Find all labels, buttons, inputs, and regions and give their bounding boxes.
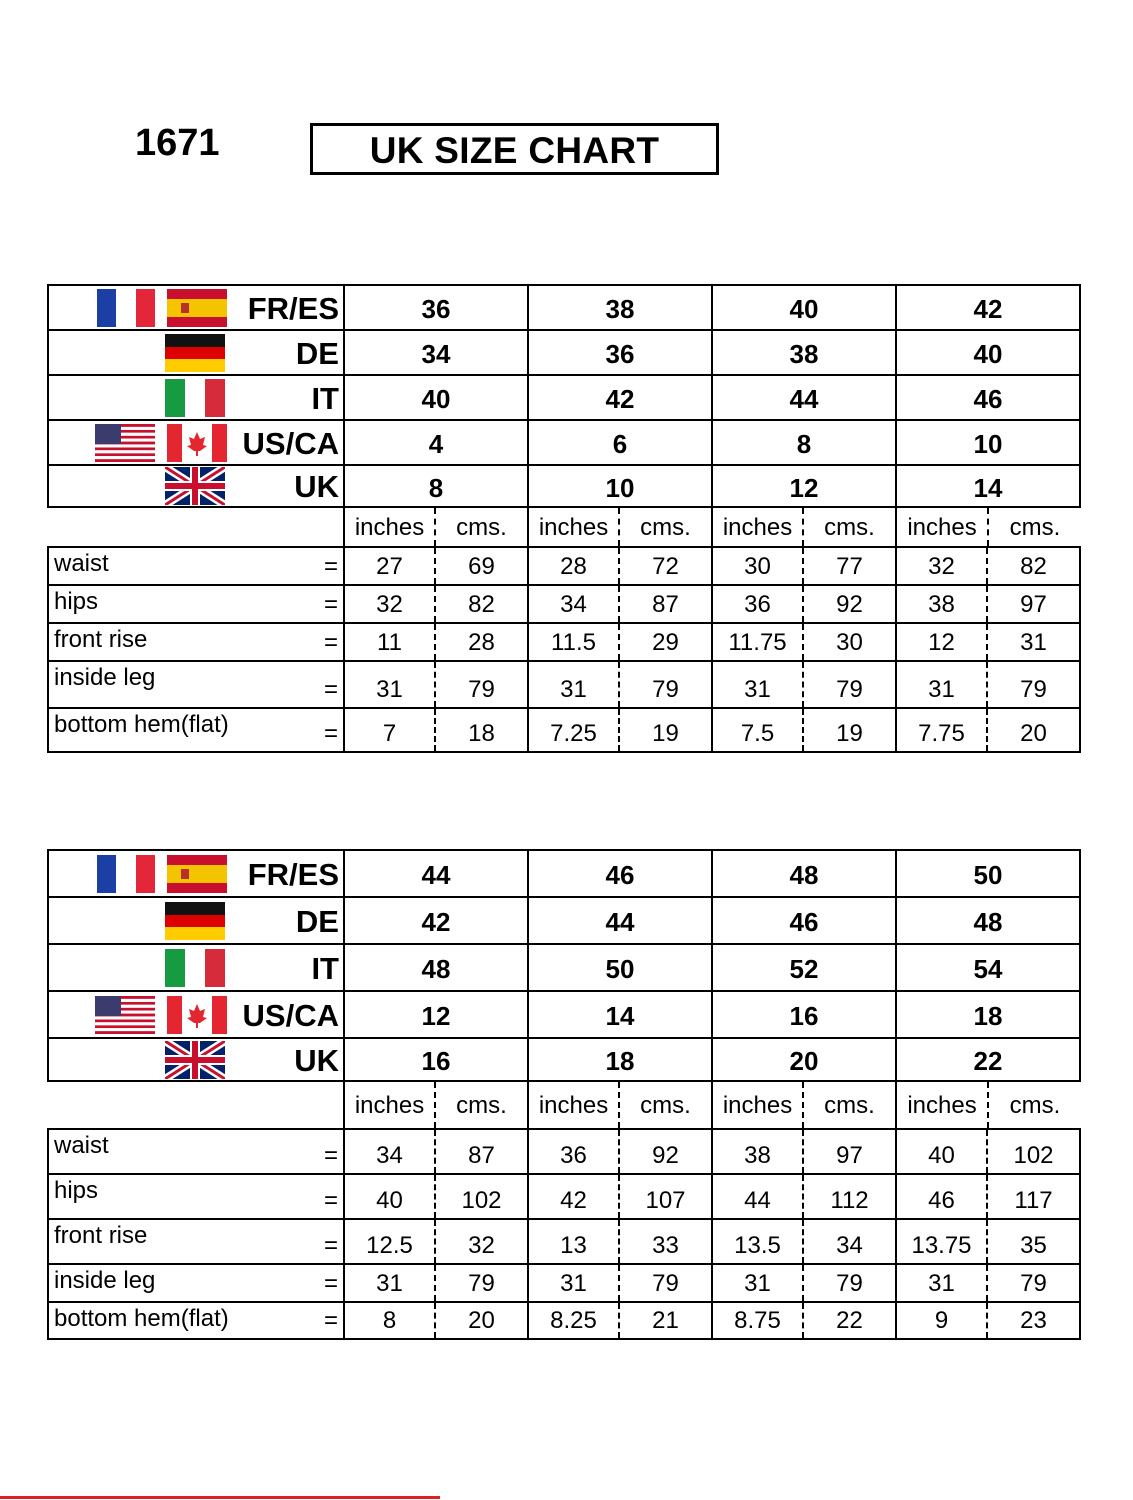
- flag-group: [97, 286, 227, 329]
- size-value: 54: [897, 943, 1081, 990]
- size-value: 16: [713, 990, 897, 1037]
- size-value: 48: [897, 896, 1081, 943]
- measure-pair: [345, 546, 529, 584]
- value-inches: 13: [529, 1220, 620, 1263]
- size-value: 42: [897, 284, 1081, 329]
- country-code: UK: [294, 1042, 339, 1078]
- measure-pair: [345, 1173, 529, 1218]
- value-cms: 79: [836, 1270, 863, 1297]
- measure-label-cell: [47, 1128, 345, 1173]
- spain-flag: [167, 855, 227, 893]
- unit-pair: [713, 508, 897, 546]
- value-inches: 31: [345, 662, 436, 707]
- measure-row: [47, 1301, 1085, 1340]
- measure-pair: [897, 707, 1081, 753]
- value-cms: 29: [652, 629, 679, 656]
- size-value: 12: [713, 464, 897, 508]
- value-cms: 34: [836, 1232, 863, 1259]
- size-label-cell: [47, 849, 345, 896]
- size-value: 14: [529, 990, 713, 1037]
- value-cms: 82: [468, 591, 495, 618]
- size-row: [47, 464, 1085, 508]
- measure-row: [47, 1173, 1085, 1218]
- value-inches: 7.75: [897, 709, 988, 751]
- value-cms: 23: [1020, 1307, 1047, 1334]
- measure-pair: [897, 1128, 1081, 1173]
- country-code: IT: [311, 380, 339, 416]
- equals-sign: =: [323, 1270, 338, 1297]
- measure-name: inside leg: [54, 664, 156, 691]
- value-cms: 30: [836, 629, 863, 656]
- value-cms: 97: [836, 1142, 863, 1169]
- unit-pair: [345, 508, 529, 546]
- unit-inches: inches: [529, 1082, 620, 1128]
- size-value: 8: [713, 419, 897, 464]
- size-row: [47, 943, 1085, 990]
- measure-row: [47, 546, 1085, 584]
- size-value: 44: [345, 849, 529, 896]
- value-cms: 19: [652, 720, 679, 747]
- value-inches: 40: [345, 1175, 436, 1218]
- italy-flag: [165, 379, 225, 417]
- model-number: 1671: [135, 122, 220, 164]
- value-inches: 36: [713, 586, 804, 622]
- size-value: 8: [345, 464, 529, 508]
- value-cms: 117: [1014, 1187, 1053, 1214]
- flag-group: [165, 898, 225, 943]
- measure-name: front rise: [54, 1222, 148, 1249]
- unit-cms: cms.: [824, 514, 875, 541]
- equals-sign: =: [323, 676, 338, 703]
- country-code: DE: [295, 903, 339, 939]
- flag-group: [97, 851, 227, 896]
- size-label-cell: [47, 374, 345, 419]
- measure-pair: [529, 622, 713, 660]
- measure-pair: [345, 1218, 529, 1263]
- size-value: 48: [713, 849, 897, 896]
- unit-cms: cms.: [640, 514, 691, 541]
- value-inches: 7: [345, 709, 436, 751]
- flag-group: [165, 945, 225, 990]
- value-cms: 18: [468, 720, 495, 747]
- value-cms: 82: [1020, 553, 1047, 580]
- accent-line: [0, 1496, 440, 1499]
- value-cms: 20: [1020, 720, 1047, 747]
- measure-pair: [529, 546, 713, 584]
- value-inches: 40: [897, 1130, 988, 1173]
- value-inches: 11.75: [713, 624, 804, 660]
- size-value: 6: [529, 419, 713, 464]
- value-cms: 102: [461, 1187, 502, 1214]
- measure-name: bottom hem(flat): [54, 711, 229, 738]
- unit-pair: [345, 1082, 529, 1128]
- measure-pair: [345, 584, 529, 622]
- equals-sign: =: [323, 591, 338, 618]
- measure-pair: [897, 1301, 1081, 1340]
- measure-pair: [713, 1301, 897, 1340]
- measure-label-cell: [47, 1301, 345, 1340]
- measure-label-cell: [47, 546, 345, 584]
- measure-pair: [345, 622, 529, 660]
- measure-name: hips: [54, 1177, 99, 1204]
- value-cms: 112: [830, 1187, 869, 1214]
- size-label-cell: [47, 1037, 345, 1082]
- value-inches: 38: [897, 586, 988, 622]
- value-cms: 28: [468, 629, 495, 656]
- measure-pair: [713, 622, 897, 660]
- unit-inches: inches: [713, 508, 804, 546]
- measure-pair: [345, 660, 529, 707]
- flag-group: [95, 421, 227, 464]
- uk-flag: [165, 467, 225, 505]
- size-row: [47, 329, 1085, 374]
- size-value: 12: [345, 990, 529, 1037]
- unit-pair: [529, 1082, 713, 1128]
- measure-label-cell: [47, 1218, 345, 1263]
- equals-sign: =: [323, 720, 338, 747]
- unit-cms: cms.: [456, 1092, 507, 1119]
- value-inches: 31: [897, 662, 988, 707]
- value-inches: 11: [345, 624, 436, 660]
- germany-flag: [165, 902, 225, 940]
- size-value: 18: [529, 1037, 713, 1082]
- usa-flag: [95, 996, 155, 1034]
- measure-row: [47, 1218, 1085, 1263]
- size-value: 40: [713, 284, 897, 329]
- country-code: FR/ES: [247, 290, 339, 326]
- unit-pair: [897, 1082, 1081, 1128]
- size-value: 4: [345, 419, 529, 464]
- measure-name: inside leg: [54, 1267, 156, 1294]
- value-inches: 8.25: [529, 1303, 620, 1338]
- size-value: 34: [345, 329, 529, 374]
- size-label-cell: [47, 896, 345, 943]
- measure-label-cell: [47, 660, 345, 707]
- country-code: IT: [311, 950, 339, 986]
- measure-row: [47, 707, 1085, 753]
- value-inches: 38: [713, 1130, 804, 1173]
- size-row: [47, 284, 1085, 329]
- measure-pair: [713, 707, 897, 753]
- value-inches: 8: [345, 1303, 436, 1338]
- measure-label-cell: [47, 584, 345, 622]
- value-cms: 79: [1020, 1270, 1047, 1297]
- flag-group: [165, 376, 225, 419]
- value-inches: 13.75: [897, 1220, 988, 1263]
- value-cms: 87: [652, 591, 679, 618]
- measure-pair: [345, 1263, 529, 1301]
- equals-sign: =: [323, 629, 338, 656]
- size-label-cell: [47, 329, 345, 374]
- size-value: 10: [529, 464, 713, 508]
- size-value: 46: [897, 374, 1081, 419]
- measure-pair: [345, 707, 529, 753]
- size-label-cell: [47, 943, 345, 990]
- measure-row: [47, 584, 1085, 622]
- size-value: 42: [529, 374, 713, 419]
- italy-flag: [165, 949, 225, 987]
- size-value: 20: [713, 1037, 897, 1082]
- size-value: 16: [345, 1037, 529, 1082]
- measure-pair: [897, 1173, 1081, 1218]
- measure-name: waist: [54, 1132, 109, 1159]
- unit-inches: inches: [529, 508, 620, 546]
- unit-header-spacer: [47, 508, 345, 546]
- unit-header-row: [47, 508, 1085, 546]
- size-row: [47, 374, 1085, 419]
- equals-sign: =: [323, 1307, 338, 1334]
- size-value: 22: [897, 1037, 1081, 1082]
- value-inches: 31: [529, 662, 620, 707]
- measure-row: [47, 1263, 1085, 1301]
- measure-pair: [897, 584, 1081, 622]
- flag-group: [165, 331, 225, 374]
- uk-flag: [165, 1041, 225, 1079]
- size-value: 46: [529, 849, 713, 896]
- value-inches: 7.5: [713, 709, 804, 751]
- measure-row: [47, 1128, 1085, 1173]
- france-flag: [97, 289, 155, 327]
- value-cms: 97: [1020, 591, 1047, 618]
- value-inches: 31: [529, 1265, 620, 1301]
- measure-name: bottom hem(flat): [54, 1305, 229, 1332]
- size-row: [47, 990, 1085, 1037]
- flag-group: [165, 1039, 225, 1080]
- value-inches: 31: [713, 662, 804, 707]
- value-cms: 87: [468, 1142, 495, 1169]
- measure-pair: [529, 584, 713, 622]
- flag-group: [95, 992, 227, 1037]
- measure-pair: [897, 1218, 1081, 1263]
- measure-pair: [713, 1128, 897, 1173]
- value-inches: 34: [529, 586, 620, 622]
- unit-inches: inches: [713, 1082, 804, 1128]
- unit-inches: inches: [345, 508, 436, 546]
- value-inches: 32: [897, 548, 988, 584]
- value-cms: 79: [1020, 676, 1047, 703]
- unit-inches: inches: [897, 1082, 989, 1128]
- usa-flag: [95, 424, 155, 462]
- flag-group: [165, 466, 225, 506]
- country-code: US/CA: [242, 425, 339, 461]
- value-cms: 21: [652, 1307, 679, 1334]
- measure-pair: [897, 622, 1081, 660]
- size-value: 18: [897, 990, 1081, 1037]
- measure-pair: [897, 660, 1081, 707]
- size-row: [47, 849, 1085, 896]
- value-cms: 35: [1020, 1232, 1047, 1259]
- value-cms: 33: [652, 1232, 679, 1259]
- size-value: 50: [897, 849, 1081, 896]
- value-cms: 19: [836, 720, 863, 747]
- size-value: 52: [713, 943, 897, 990]
- measure-pair: [713, 1173, 897, 1218]
- unit-header-spacer: [47, 1082, 345, 1128]
- value-inches: 11.5: [529, 624, 620, 660]
- size-value: 38: [713, 329, 897, 374]
- measure-pair: [897, 1263, 1081, 1301]
- canada-flag: [167, 996, 227, 1034]
- measure-pair: [529, 707, 713, 753]
- unit-cms: cms.: [1009, 1092, 1061, 1119]
- value-inches: 46: [897, 1175, 988, 1218]
- size-value: 36: [345, 284, 529, 329]
- value-inches: 34: [345, 1130, 436, 1173]
- value-cms: 31: [1020, 629, 1047, 656]
- value-inches: 12: [897, 624, 988, 660]
- value-cms: 92: [836, 591, 863, 618]
- size-value: 48: [345, 943, 529, 990]
- measure-pair: [529, 1301, 713, 1340]
- measure-label-cell: [47, 622, 345, 660]
- value-inches: 30: [713, 548, 804, 584]
- value-cms: 69: [468, 553, 495, 580]
- size-row: [47, 896, 1085, 943]
- unit-cms: cms.: [640, 1092, 691, 1119]
- chart-title: UK SIZE CHART: [310, 123, 719, 175]
- country-code: UK: [294, 469, 339, 504]
- size-label-cell: [47, 990, 345, 1037]
- size-value: 44: [529, 896, 713, 943]
- measure-pair: [529, 1263, 713, 1301]
- size-chart-2: [47, 849, 1085, 1340]
- value-inches: 31: [345, 1265, 436, 1301]
- measure-pair: [897, 546, 1081, 584]
- canada-flag: [167, 424, 227, 462]
- unit-pair: [713, 1082, 897, 1128]
- value-inches: 31: [897, 1265, 988, 1301]
- unit-cms: cms.: [456, 514, 507, 541]
- measure-name: hips: [54, 588, 99, 615]
- size-label-cell: [47, 419, 345, 464]
- equals-sign: =: [323, 553, 338, 580]
- country-code: FR/ES: [247, 856, 339, 892]
- measure-pair: [713, 660, 897, 707]
- france-flag: [97, 855, 155, 893]
- size-value: 46: [713, 896, 897, 943]
- equals-sign: =: [323, 1187, 338, 1214]
- value-cms: 20: [468, 1307, 495, 1334]
- value-cms: 92: [652, 1142, 679, 1169]
- unit-pair: [897, 508, 1081, 546]
- spain-flag: [167, 289, 227, 327]
- size-chart-1: [47, 284, 1085, 753]
- measure-pair: [529, 1128, 713, 1173]
- country-code: US/CA: [242, 997, 339, 1033]
- size-row: [47, 419, 1085, 464]
- measure-pair: [529, 1218, 713, 1263]
- size-value: 10: [897, 419, 1081, 464]
- value-inches: 28: [529, 548, 620, 584]
- measure-pair: [713, 1218, 897, 1263]
- unit-header-row: [47, 1082, 1085, 1128]
- value-inches: 12.5: [345, 1220, 436, 1263]
- measure-pair: [345, 1128, 529, 1173]
- size-value: 42: [345, 896, 529, 943]
- unit-pair: [529, 508, 713, 546]
- measure-row: [47, 622, 1085, 660]
- measure-pair: [529, 660, 713, 707]
- value-cms: 79: [652, 1270, 679, 1297]
- size-value: 44: [713, 374, 897, 419]
- measure-pair: [345, 1301, 529, 1340]
- size-value: 36: [529, 329, 713, 374]
- measure-label-cell: [47, 1173, 345, 1218]
- value-inches: 27: [345, 548, 436, 584]
- value-inches: 9: [897, 1303, 988, 1338]
- value-inches: 8.75: [713, 1303, 804, 1338]
- equals-sign: =: [323, 1232, 338, 1259]
- size-value: 14: [897, 464, 1081, 508]
- value-inches: 13.5: [713, 1220, 804, 1263]
- measure-label-cell: [47, 1263, 345, 1301]
- value-inches: 32: [345, 586, 436, 622]
- value-cms: 79: [652, 676, 679, 703]
- value-inches: 42: [529, 1175, 620, 1218]
- value-cms: 77: [836, 553, 863, 580]
- value-inches: 36: [529, 1130, 620, 1173]
- germany-flag: [165, 334, 225, 372]
- value-cms: 102: [1013, 1142, 1054, 1169]
- unit-inches: inches: [345, 1082, 436, 1128]
- unit-cms: cms.: [1009, 514, 1061, 541]
- size-value: 38: [529, 284, 713, 329]
- value-inches: 7.25: [529, 709, 620, 751]
- value-inches: 44: [713, 1175, 804, 1218]
- measure-row: [47, 660, 1085, 707]
- value-cms: 79: [836, 676, 863, 703]
- value-inches: 31: [713, 1265, 804, 1301]
- value-cms: 79: [468, 1270, 495, 1297]
- size-label-cell: [47, 464, 345, 508]
- measure-label-cell: [47, 707, 345, 753]
- country-code: DE: [295, 335, 339, 371]
- equals-sign: =: [323, 1142, 338, 1169]
- measure-name: front rise: [54, 626, 148, 653]
- size-label-cell: [47, 284, 345, 329]
- value-cms: 22: [836, 1307, 863, 1334]
- measure-pair: [529, 1173, 713, 1218]
- size-value: 40: [897, 329, 1081, 374]
- measure-pair: [713, 584, 897, 622]
- value-cms: 32: [468, 1232, 495, 1259]
- value-cms: 79: [468, 676, 495, 703]
- measure-name: waist: [54, 550, 109, 577]
- value-cms: 107: [645, 1187, 686, 1214]
- measure-pair: [713, 1263, 897, 1301]
- unit-cms: cms.: [824, 1092, 875, 1119]
- unit-inches: inches: [897, 508, 989, 546]
- value-cms: 72: [652, 553, 679, 580]
- size-value: 50: [529, 943, 713, 990]
- measure-pair: [713, 546, 897, 584]
- size-row: [47, 1037, 1085, 1082]
- size-value: 40: [345, 374, 529, 419]
